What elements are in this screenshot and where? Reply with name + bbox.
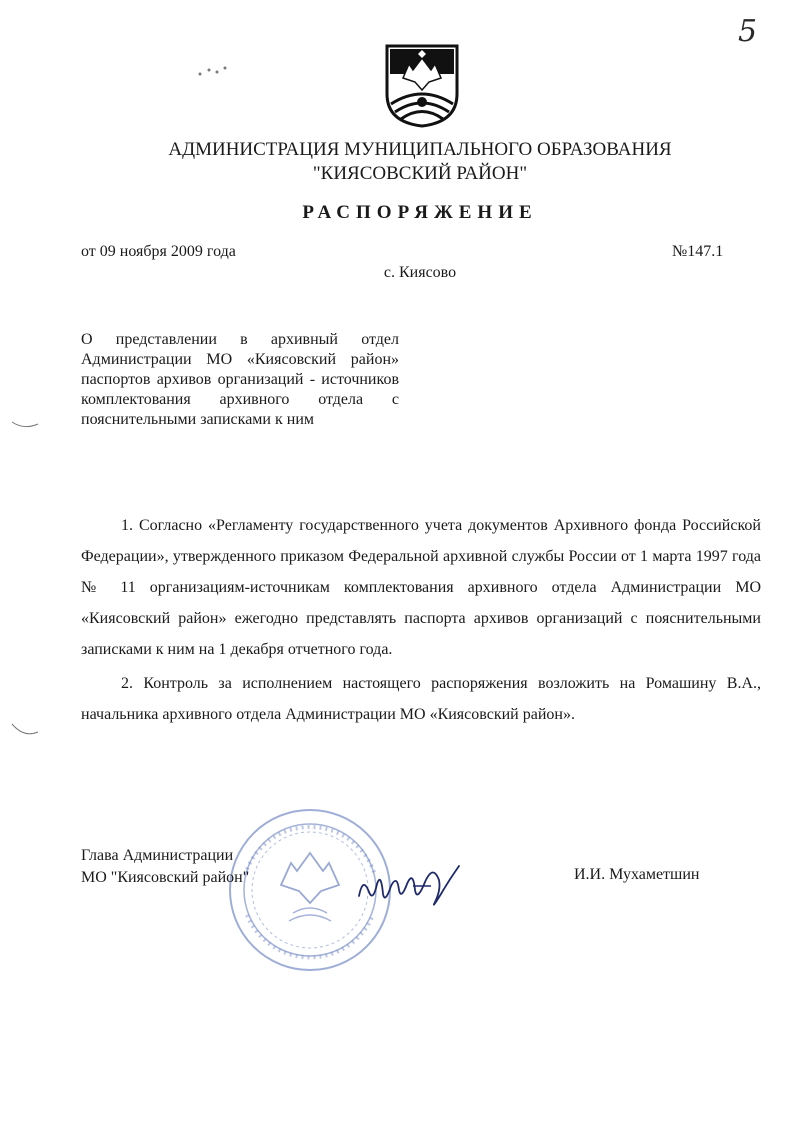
document-subject: О представлении в архивный отдел Администрации МО «Киясовский район» паспортов архивов организаций - источников комплектования архивного отдела с пояснительными записками к ним bbox=[81, 331, 399, 428]
coat-of-arms-emblem bbox=[383, 44, 461, 128]
handwritten-signature bbox=[355, 856, 465, 916]
signer-title-line1: Глава Администрации bbox=[81, 847, 234, 864]
document-type: РАСПОРЯЖЕНИЕ bbox=[302, 202, 538, 223]
body-paragraph-1: 1. Согласно «Регламенту государственного учета документов Архивного фонда Российской Федерации», утвержденного приказом Федеральной архивной службы России от 1 марта 1997 года № 11 организациям-источникам комплектования архивного отдела Администрации МО «Киясовский район» ежегодно представлять паспорта архивов организаций с пояснительными записками к ним на 1 декабря отчетного года. bbox=[81, 517, 761, 658]
signer-title-line2: МО "Киясовский район" bbox=[81, 869, 250, 886]
document-place: с. Киясово bbox=[383, 264, 457, 281]
organization-title bbox=[0, 138, 800, 186]
document-date: от 09 ноября 2009 года bbox=[81, 243, 236, 260]
organization-title-line1: АДМИНИСТРАЦИЯ МУНИЦИПАЛЬНОГО ОБРАЗОВАНИЯ bbox=[168, 139, 672, 160]
margin-punch-mark bbox=[10, 722, 40, 742]
page-number: 5 bbox=[738, 14, 758, 49]
scan-speck-mark bbox=[195, 62, 235, 82]
margin-punch-mark bbox=[10, 418, 40, 432]
signer-name: И.И. Мухаметшин bbox=[574, 866, 700, 883]
document-body bbox=[81, 510, 761, 733]
organization-title-line2: "КИЯСОВСКИЙ РАЙОН" bbox=[312, 163, 528, 184]
document-number: №147.1 bbox=[672, 243, 724, 260]
body-paragraph-2: 2. Контроль за исполнением настоящего распоряжения возложить на Ромашину В.А., начальника архивного отдела Администрации МО «Киясовский район». bbox=[81, 675, 761, 723]
signer-title bbox=[81, 845, 249, 889]
